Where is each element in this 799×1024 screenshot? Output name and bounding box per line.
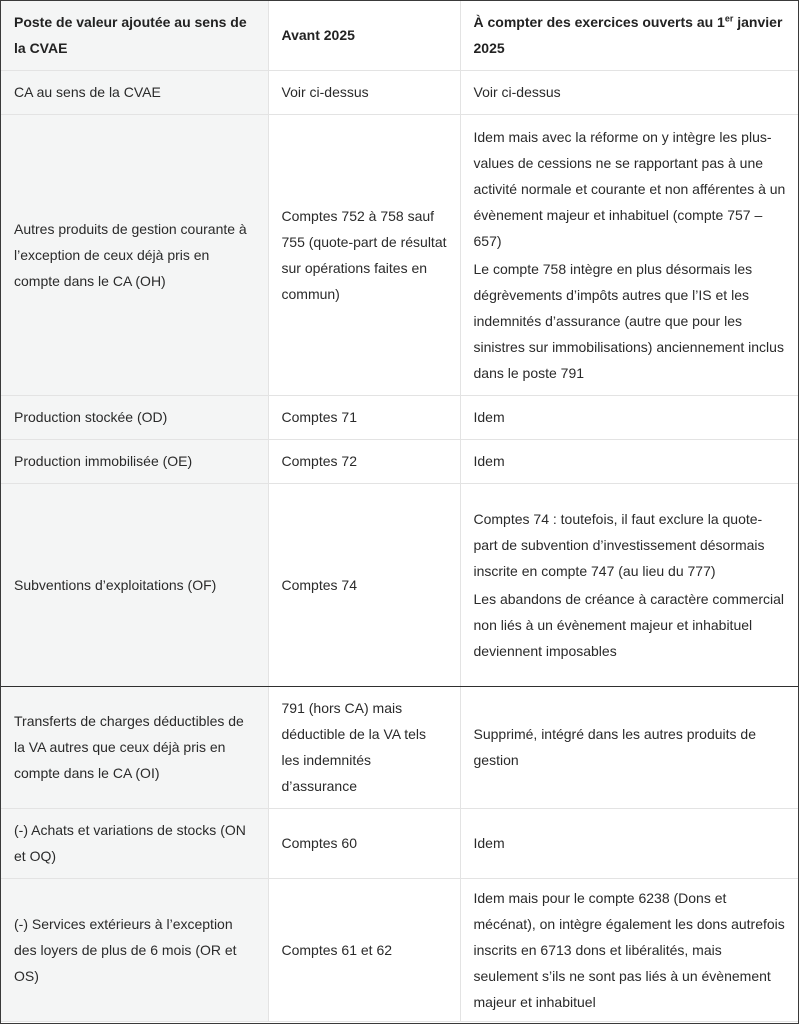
row-from-2025 bbox=[460, 686, 798, 808]
row-label: Transferts de charges déductibles de la VA autres que ceux déjà pris en compte dans le CA (OI) bbox=[1, 686, 268, 808]
header-avant-2025: Avant 2025 bbox=[268, 1, 460, 70]
row-label: (-) Services extérieurs à l’exception des loyers de plus de 6 mois (OR et OS) bbox=[1, 878, 268, 1021]
row-before-2025: Voir ci-dessus bbox=[268, 70, 460, 114]
row-paragraph: Les abandons de créance à caractère commercial non liés à un évènement majeur et inhabituel deviennent imposables bbox=[473, 590, 785, 659]
table-row bbox=[1, 439, 798, 483]
table-row bbox=[1, 70, 798, 114]
row-paragraph: Idem bbox=[473, 453, 505, 469]
row-label: CA au sens de la CVAE bbox=[1, 70, 268, 114]
row-from-2025 bbox=[460, 878, 798, 1021]
table-header-row bbox=[1, 1, 798, 70]
row-label: Autres produits de gestion courante à l’exception de ceux déjà pris en compte dans le CA (OH) bbox=[1, 114, 268, 395]
row-before-2025: Comptes 61 et 62 bbox=[268, 878, 460, 1021]
row-before-2025: 791 (hors CA) mais déductible de la VA tels les indemnités d’assurance bbox=[268, 686, 460, 808]
table-row bbox=[1, 395, 798, 439]
row-before-2025: Comptes 72 bbox=[268, 439, 460, 483]
row-paragraph: Idem mais avec la réforme on y intègre les plus-values de cessions ne se rapportant pas à une activité normale et courante et non afférentes à un évènement majeur et inhabituel (compte 757 – 657) bbox=[473, 128, 786, 249]
row-before-2025: Comptes 752 à 758 sauf 755 (quote-part de résultat sur opérations faites en commun) bbox=[268, 114, 460, 395]
row-paragraph: Idem mais pour le compte 6238 (Dons et mécénat), on intègre également les dons autrefois inscrits en 6713 dons et libéralités, mais seulement s’ils ne sont pas liés à un évènement majeur et inhabituel bbox=[473, 889, 785, 1010]
table-row bbox=[1, 483, 798, 686]
row-label: Production immobilisée (OE) bbox=[1, 439, 268, 483]
table-row bbox=[1, 686, 798, 808]
row-label: (-) Achats et variations de stocks (ON et OQ) bbox=[1, 808, 268, 878]
row-paragraph: Comptes 74 : toutefois, il faut exclure la quote-part de subvention d’investissement désormais inscrite en compte 747 (au lieu du 777) bbox=[473, 510, 765, 579]
row-paragraph: Idem bbox=[473, 835, 505, 851]
row-before-2025: Comptes 60 bbox=[268, 808, 460, 878]
header-a-compter-tail: janvier 2025 bbox=[473, 14, 783, 57]
header-a-compter-2025 bbox=[460, 1, 798, 70]
table-row bbox=[1, 808, 798, 878]
row-from-2025 bbox=[460, 395, 798, 439]
row-paragraph: Idem bbox=[473, 409, 505, 425]
row-from-2025 bbox=[460, 114, 798, 395]
row-before-2025: Comptes 71 bbox=[268, 395, 460, 439]
row-before-2025: Comptes 74 bbox=[268, 483, 460, 686]
cvae-value-added-table bbox=[1, 1, 798, 1022]
row-from-2025 bbox=[460, 483, 798, 686]
row-from-2025 bbox=[460, 808, 798, 878]
row-paragraph: Voir ci-dessus bbox=[473, 84, 561, 100]
row-paragraph: Supprimé, intégré dans les autres produits de gestion bbox=[473, 726, 756, 768]
header-a-compter-text: À compter des exercices ouverts au 1 bbox=[473, 14, 725, 31]
table-row bbox=[1, 878, 798, 1021]
header-poste: Poste de valeur ajoutée au sens de la CVAE bbox=[1, 1, 268, 70]
row-from-2025 bbox=[460, 439, 798, 483]
row-paragraph: Le compte 758 intègre en plus désormais les dégrèvements d’impôts autres que l’IS et les indemnités d’assurance (autre que pour les sinistres sur immobilisations) anciennement inclus dans le poste 791 bbox=[473, 260, 784, 381]
row-label: Subventions d’exploitations (OF) bbox=[1, 483, 268, 686]
header-superscript: er bbox=[724, 13, 734, 24]
row-label: Production stockée (OD) bbox=[1, 395, 268, 439]
row-from-2025 bbox=[460, 70, 798, 114]
table-row bbox=[1, 114, 798, 395]
